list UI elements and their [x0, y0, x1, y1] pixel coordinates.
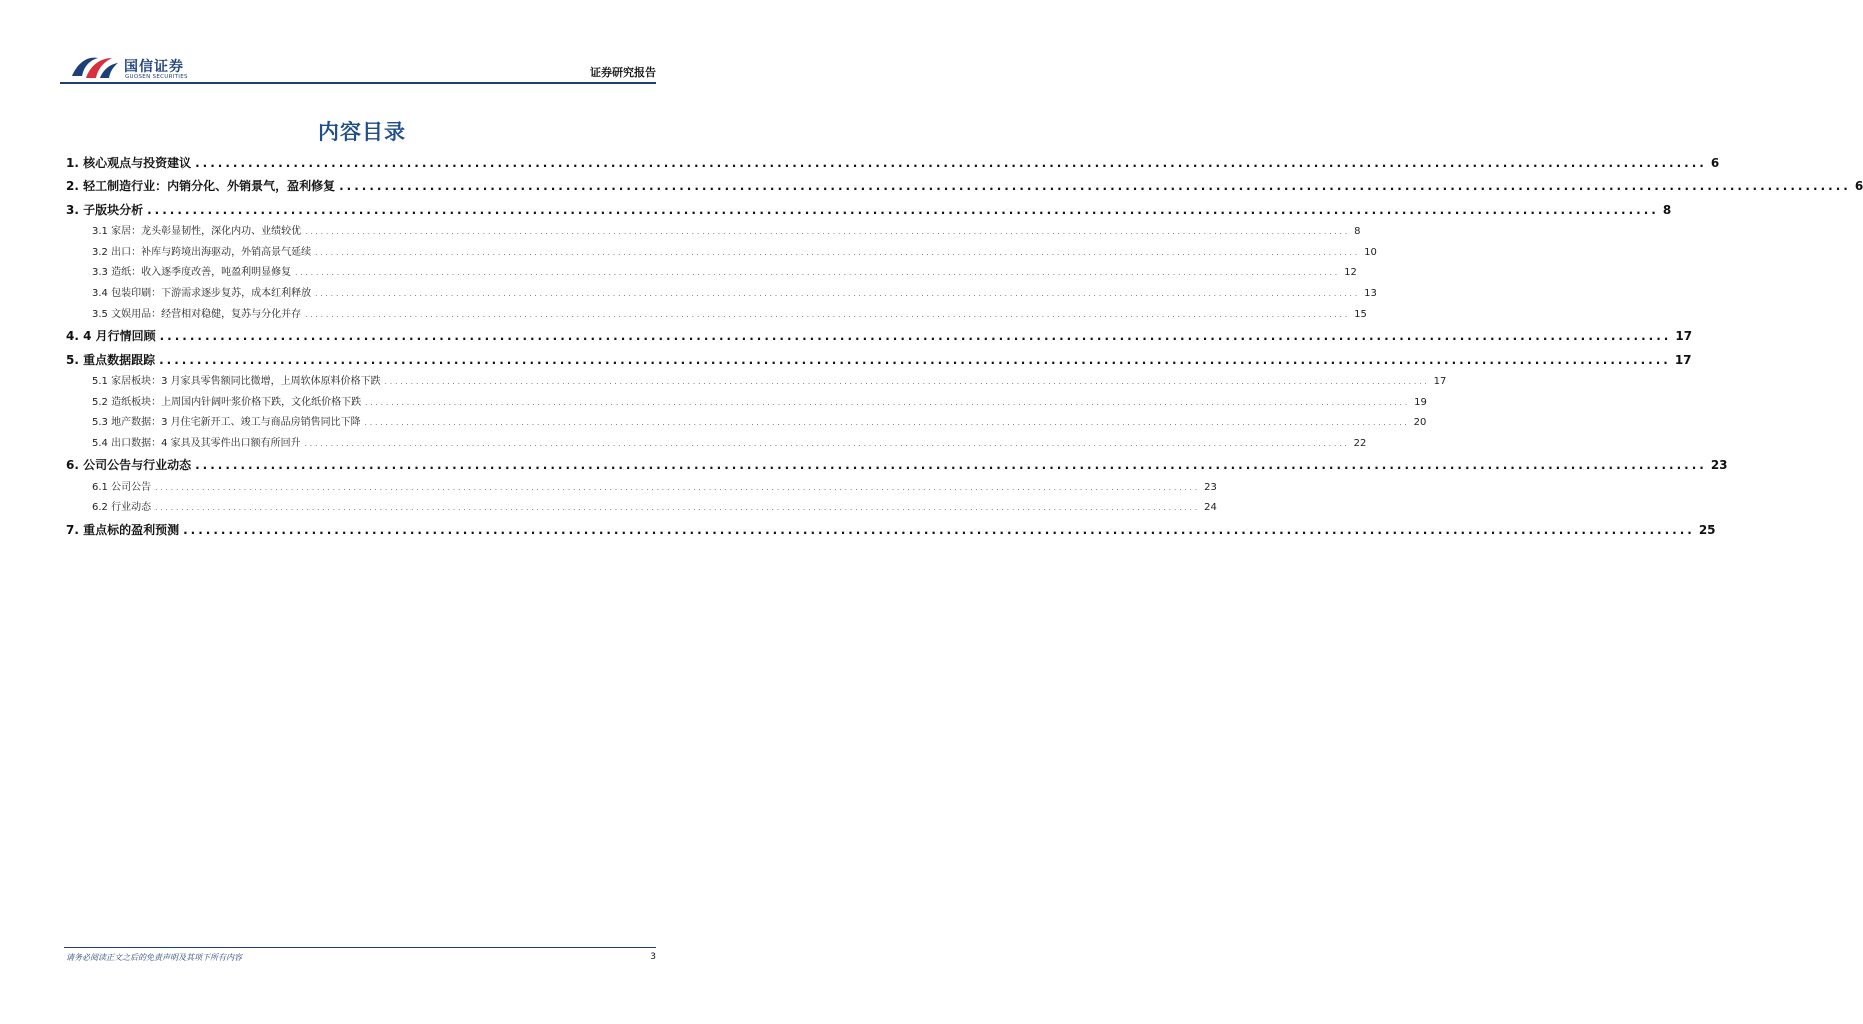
- toc-entry-title: 5.2 造纸板块：上周国内针阔叶浆价格下跌，文化纸价格下跌: [92, 396, 362, 408]
- toc-entry-title: 4. 4 月行情回顾: [66, 329, 156, 344]
- toc-entry-title: 5.3 地产数据：3 月住宅新开工、竣工与商品房销售同比下降: [92, 417, 361, 429]
- toc-title: 内容目录: [318, 120, 406, 144]
- toc-leader-dots: ........................................................................................................................................................................................................: [295, 269, 1341, 278]
- toc-entry-subsection[interactable]: [66, 478, 1217, 499]
- toc-entry-title: 6. 公司公告与行业动态: [66, 458, 192, 473]
- toc-leader-dots: ........................................................................................................................................................................................................: [315, 248, 1361, 257]
- logo-chinese-name: 国信证券: [124, 59, 184, 75]
- toc-leader-dots: ........................................................................................................................................................................................................: [339, 179, 1851, 194]
- toc-leader-dots: ........................................................................................................................................................................................................: [155, 504, 1201, 513]
- footer-divider: [64, 947, 656, 948]
- toc-leader-dots: ........................................................................................................................................................................................................: [159, 352, 1671, 367]
- toc-entry-page: 22: [1353, 437, 1367, 449]
- logo-english-name: GUOSEN SECURITIES: [125, 74, 188, 80]
- toc-entry-subsection[interactable]: [66, 498, 1217, 519]
- toc-entry-title: 7. 重点标的盈利预测: [66, 522, 180, 537]
- toc-leader-dots: ........................................................................................................................................................................................................: [195, 156, 1707, 170]
- toc-entry-title: 3.4 包装印刷：下游需求逐步复苏，成本红利释放: [92, 287, 312, 299]
- guosen-logo-icon: [70, 52, 120, 82]
- toc-entry-page: 15: [1354, 308, 1367, 320]
- toc-entry-page: 6: [1710, 156, 1720, 170]
- toc-leader-dots: ........................................................................................................................................................................................................: [305, 228, 1351, 237]
- toc-leader-dots: ........................................................................................................................................................................................................: [155, 483, 1201, 492]
- toc-entry-page: 19: [1414, 396, 1427, 408]
- toc-entry-subsection[interactable]: [66, 413, 1427, 434]
- toc-entry-title: 3.2 出口：补库与跨境出海驱动，外销高景气延续: [92, 246, 312, 258]
- toc-leader-dots: ........................................................................................................................................................................................................: [305, 310, 1351, 319]
- toc-entry-page: 12: [1344, 267, 1357, 279]
- toc-entry-title: 6.1 公司公告: [92, 481, 152, 493]
- toc-entry-page: 20: [1413, 417, 1427, 429]
- header-divider: [60, 82, 656, 84]
- toc-leader-dots: ........................................................................................................................................................................................................: [159, 329, 1672, 344]
- toc-entry-page: 10: [1364, 246, 1377, 258]
- toc-entry-section[interactable]: [66, 175, 1863, 198]
- toc-entry-page: 13: [1364, 287, 1377, 299]
- toc-entry-title: 1. 核心观点与投资建议: [66, 156, 192, 170]
- toc-entry-page: 23: [1710, 458, 1728, 473]
- toc-entry-title: 3.1 家居：龙头彰显韧性，深化内功、业绩较优: [92, 226, 302, 238]
- toc-entry-page: 17: [1433, 375, 1447, 387]
- toc-leader-dots: ........................................................................................................................................................................................................: [364, 419, 1410, 428]
- page-number: 3: [650, 952, 656, 962]
- toc-entry-title: 2. 轻工制造行业：内销分化、外销景气，盈利修复: [66, 179, 336, 194]
- toc-leader-dots: ........................................................................................................................................................................................................: [365, 398, 1411, 407]
- toc-leader-dots: ........................................................................................................................................................................................................: [384, 377, 1430, 386]
- toc-leader-dots: ........................................................................................................................................................................................................: [183, 522, 1695, 537]
- toc-entry-subsection[interactable]: [66, 284, 1377, 305]
- toc-entry-section[interactable]: [66, 349, 1692, 372]
- toc-entry-title: 5.1 家居板块：3 月家具零售额同比微增，上周软体原料价格下跌: [92, 375, 381, 387]
- footer-disclaimer: 请务必阅读正文之后的免责声明及其项下所有内容: [66, 953, 242, 962]
- toc-entry-title: 3.3 造纸：收入逐季度改善，吨盈利明显修复: [92, 267, 292, 279]
- toc-entry-page: 17: [1675, 329, 1693, 344]
- toc-entry-section[interactable]: [66, 519, 1716, 542]
- toc-leader-dots: ........................................................................................................................................................................................................: [147, 202, 1659, 217]
- toc-entry-page: 24: [1204, 502, 1217, 514]
- toc-entry-section[interactable]: [66, 199, 1672, 222]
- guosen-logo: [70, 50, 220, 86]
- toc-entry-subsection[interactable]: [66, 243, 1377, 264]
- toc-entry-section[interactable]: [66, 454, 1728, 477]
- toc-entry-section[interactable]: [66, 325, 1693, 348]
- toc-entry-title: 6.2 行业动态: [92, 502, 152, 514]
- toc-entry-page: 8: [1662, 202, 1672, 217]
- report-type-label: 证券研究报告: [590, 66, 656, 79]
- toc-entry-subsection[interactable]: [66, 305, 1367, 326]
- toc-entry-subsection[interactable]: [66, 263, 1357, 284]
- toc-entry-title: 3.5 文娱用品：经营相对稳健，复苏与分化并存: [92, 308, 302, 320]
- toc-leader-dots: ........................................................................................................................................................................................................: [315, 289, 1361, 298]
- toc-entry-subsection[interactable]: [66, 434, 1367, 455]
- toc-entry-page: 25: [1698, 522, 1716, 537]
- toc-entry-title: 5.4 出口数据：4 家具及其零件出口额有所回升: [92, 437, 301, 449]
- toc-leader-dots: ........................................................................................................................................................................................................: [304, 439, 1350, 448]
- toc-entry-page: 8: [1354, 226, 1361, 238]
- toc-entry-section[interactable]: [66, 152, 1720, 175]
- toc-entry-subsection[interactable]: [66, 372, 1447, 393]
- toc-entry-title: 3. 子版块分析: [66, 202, 144, 217]
- toc-entry-title: 5. 重点数据跟踪: [66, 352, 156, 367]
- toc-entry-page: 23: [1204, 481, 1217, 493]
- toc-entry-page: 17: [1674, 352, 1692, 367]
- table-of-contents: [66, 152, 1863, 542]
- toc-leader-dots: ........................................................................................................................................................................................................: [195, 458, 1707, 473]
- toc-entry-page: 6: [1854, 179, 1863, 194]
- toc-entry-subsection[interactable]: [66, 222, 1361, 243]
- toc-entry-subsection[interactable]: [66, 393, 1427, 414]
